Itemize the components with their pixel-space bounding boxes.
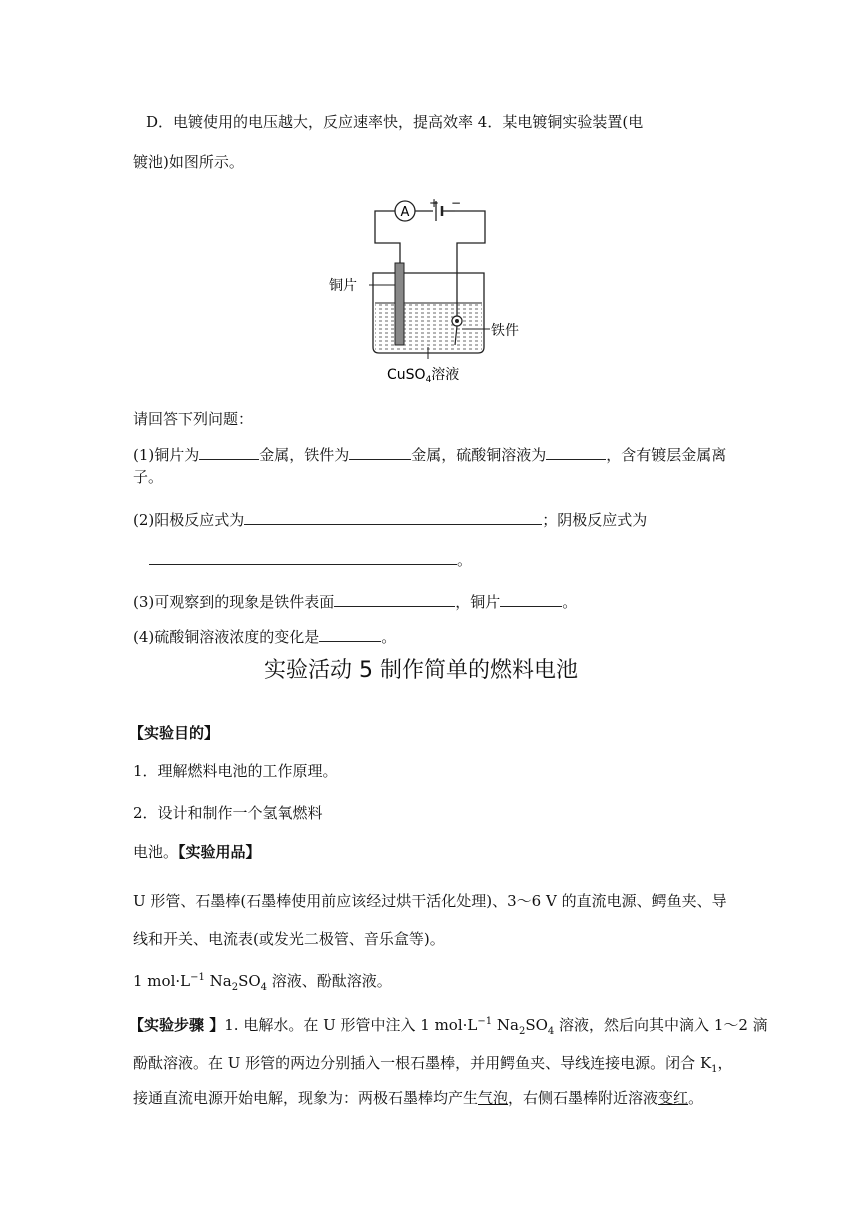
steps-line-3: 接通直流电源开始电解，现象为：两极石墨棒均产生气泡，右侧石墨棒附近溶液变红。 bbox=[133, 1089, 704, 1107]
steps-line-2: 酚酞溶液。在 U 形管的两边分别插入一根石墨棒，并用鳄鱼夹、导线连接电源。闭合 $K_1$， bbox=[133, 1054, 733, 1075]
question-2-cont: 。 bbox=[149, 550, 472, 570]
steps-line-1: 【实验步骤 】1. 电解水。在 U 形管中注入 1 $mol\cdot L^{-1}$ $Na_2SO_4$ 溶液，然后向其中滴入 1～2 滴 bbox=[129, 1016, 768, 1037]
solution-liquid bbox=[375, 303, 482, 351]
negative-terminal-label: − bbox=[450, 196, 462, 210]
copper-label: 铜片 bbox=[329, 278, 357, 294]
question-d-line1: D．电镀使用的电压越大，反应速率快，提高效率 4．某电镀铜实验装置(电 bbox=[146, 113, 644, 131]
question-1-cont: 子。 bbox=[133, 468, 164, 486]
question-2: (2)阳极反应式为 ；阴极反应式为 bbox=[133, 511, 648, 529]
purpose-item-1: 1．理解燃料电池的工作原理。 bbox=[133, 762, 338, 780]
answer-blank[interactable] bbox=[349, 445, 411, 460]
question-1: (1)铜片为 金属，铁件为 金属，硫酸铜溶液为 ，含有镀层金属离 bbox=[133, 446, 727, 464]
answer-blank[interactable] bbox=[334, 592, 455, 607]
iron-label: 铁件 bbox=[491, 323, 519, 339]
circuit-wire bbox=[455, 211, 485, 317]
answer-blank[interactable] bbox=[546, 445, 606, 460]
materials-line-1: U 形管、石墨棒(石墨棒使用前应该经过烘干活化处理)、3～6 V 的直流电源、鳄鱼夹、导 bbox=[133, 892, 727, 910]
purpose-item-2: 2．设计和制作一个氢氧燃料 bbox=[133, 804, 323, 822]
solution-label: CuSO$_4$溶液 bbox=[387, 367, 460, 385]
answer-blank[interactable] bbox=[199, 445, 259, 460]
answer-blank[interactable] bbox=[500, 592, 562, 607]
answer-blank[interactable] bbox=[149, 550, 457, 565]
section-title: 实验活动 5 制作简单的燃料电池 bbox=[264, 658, 578, 683]
electroplating-apparatus-diagram bbox=[325, 195, 519, 390]
answer-blank[interactable] bbox=[244, 510, 542, 525]
circuit-wire bbox=[375, 211, 400, 263]
question-3: (3)可观察到的现象是铁件表面 ，铜片 。 bbox=[133, 593, 578, 611]
purpose-heading: 【实验目的】 bbox=[129, 724, 220, 742]
question-4: (4)硫酸铜溶液浓度的变化是 。 bbox=[133, 628, 397, 646]
materials-line-2: 线和开关、电流表(或发光二极管、音乐盒等)。 bbox=[133, 930, 445, 948]
answer-prompt: 请回答下列问题： bbox=[133, 410, 254, 428]
purpose-item-3: 电池。【实验用品】 bbox=[133, 843, 261, 861]
steps-heading: 【实验步骤 】 bbox=[129, 1016, 225, 1034]
ammeter-label: A bbox=[400, 205, 410, 220]
question-d-line2: 镀池)如图所示。 bbox=[133, 153, 244, 171]
reagents-line: 1 $mol\cdot L^{-1}$ $Na_2SO_4$ 溶液、酚酞溶液。 bbox=[133, 972, 392, 993]
answer-blank[interactable] bbox=[319, 627, 381, 642]
copper-plate bbox=[395, 263, 404, 345]
materials-heading: 【实验用品】 bbox=[178, 843, 261, 861]
positive-terminal-label: + bbox=[428, 196, 440, 210]
